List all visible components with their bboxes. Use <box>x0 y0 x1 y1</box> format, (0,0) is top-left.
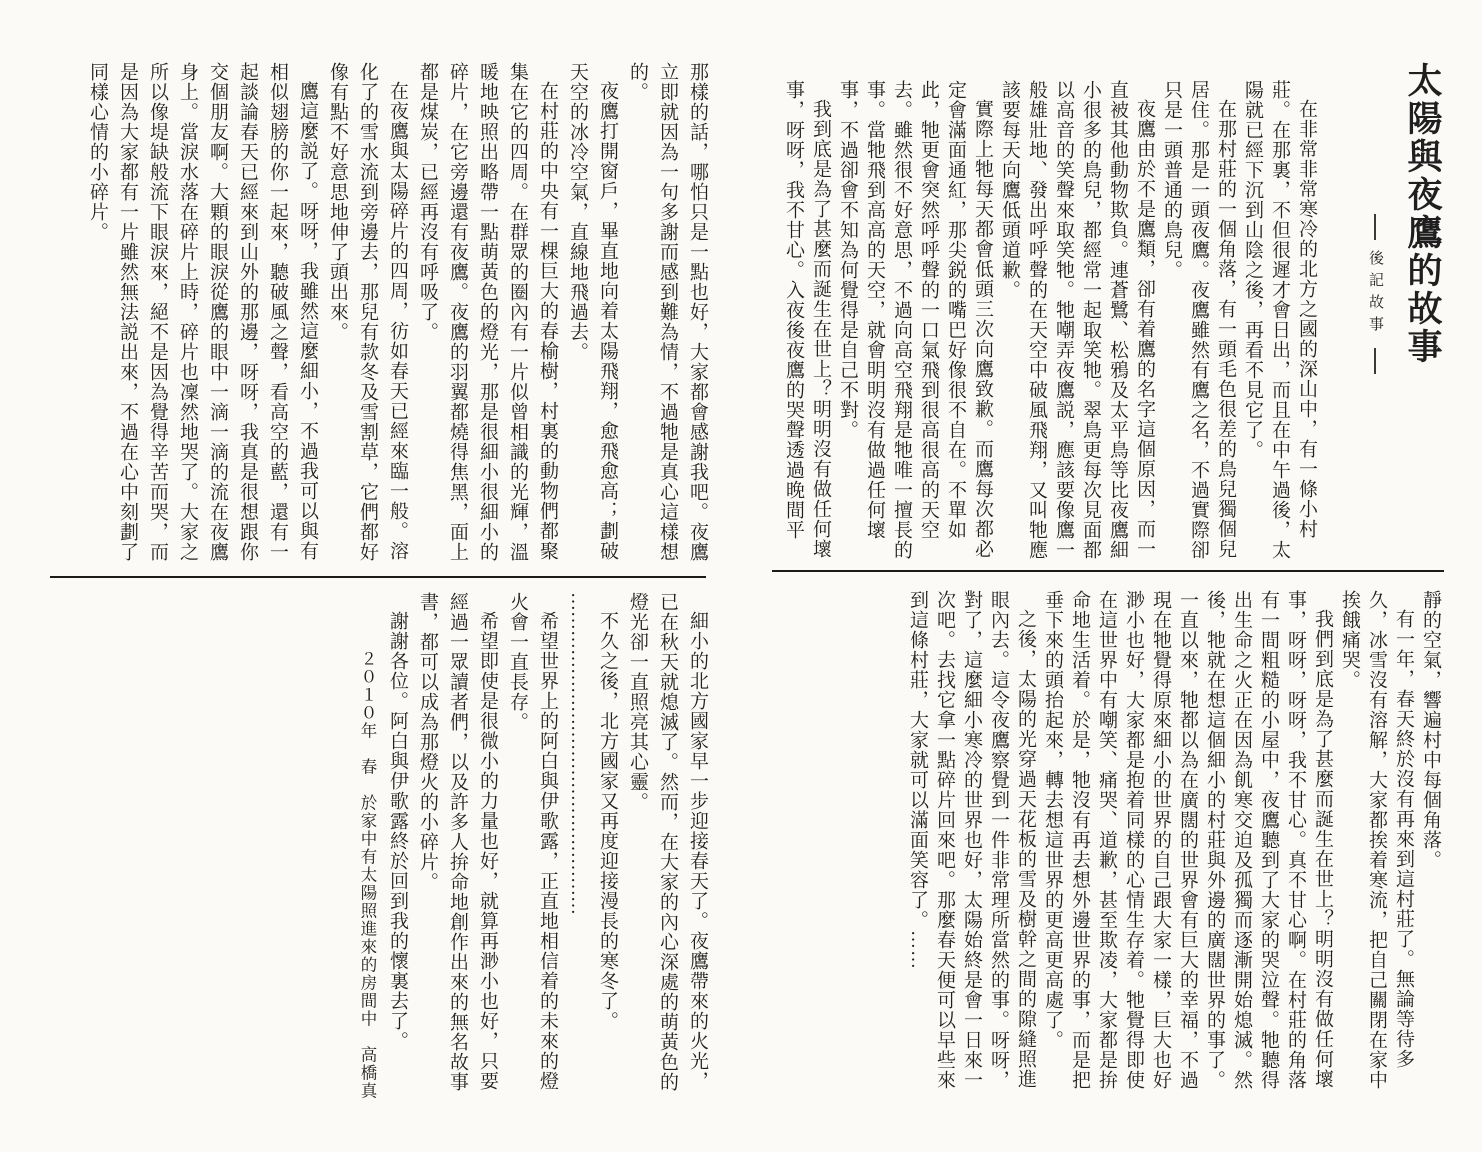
paragraph: 那樣的話，哪怕只是一點也好，大家都會感謝我吧。夜鷹立即就因為一句多謝而感到難為情，不過牠是真心這樣想的。 <box>627 62 708 562</box>
paragraph: 在村莊的中央有一棵巨大的春榆樹，村裏的動物們都聚集在它的四周。在群眾的圈內有一片似曾相識的光輝，溫暖地映照出略帶一點萌黃色的燈光，那是很細小很細小的碎片，在它旁邊還有夜鷹。夜鷹的羽翼都燒得焦黑，面上都是煤炭，已經再沒有呼吸了。 <box>417 62 558 562</box>
paragraph: 在夜鷹與太陽碎片的四周，彷如春天已經來臨一般。溶化了的雪水流到旁邊去，那兒有款冬及雪割草，它們都好像有點不好意思地伸了頭出來。 <box>327 62 408 562</box>
paragraph: 實際上牠每天都會低頭三次向鷹致歉。而鷹每次都必定會滿面通紅，那尖鋭的嘴巴好像很不自在。不單如此，牠更會突然呼呼聲的一口氣飛到很高很高的天空去。雖然很不好意思，不過向高空飛翔是牠唯一擅長的事。當牠飛到高高的天空，就會明明沒有做過任何壞事，不過卻會不知為何覺得是自己不對。 <box>837 80 993 560</box>
left-page <box>50 62 712 1118</box>
story-subtitle <box>1364 62 1386 562</box>
subtitle-dash-top <box>1374 214 1376 240</box>
paragraph: 希望即使是很微小的力量也好，就算再渺小也好，只要經過一眾讀者們，以及許多人拚命地創作出來的無名故事書，都可以成為那燈火的小碎片。 <box>417 592 498 1092</box>
right-bottom-block <box>772 590 1444 1102</box>
left-top-block <box>50 62 712 568</box>
story-subtitle-text: 後記故事 <box>1367 250 1383 338</box>
paragraph: 鷹這麼説了。呀呀，我雖然這麼細小，不過我可以與有相似翅膀的你一起來，聽破風之聲，看高空的藍，還有一起談論春天已經來到山外的那邊，呀呀，我真是很想跟你交個朋友啊。大顆的眼淚從鷹的眼中一滴一滴的流在夜鷹身上。當淚水落在碎片上時，碎片也凜然地哭了。大家之所以像堤缺般流下眼淚來，絕不是因為覺得辛苦而哭，而是因為大家都有一片雖然無法説出來，不過在心中刻劃了同樣心情的小碎片。 <box>87 62 318 562</box>
paragraph: 謝謝各位。阿白與伊歌露終於回到我的懷裏去了。 <box>387 611 408 1051</box>
story-title: 太陽與夜鷹的故事 <box>1403 62 1442 366</box>
tier-divider-rule <box>50 576 706 578</box>
paragraph: 之後，太陽的光穿過天花板的雪及樹幹之間的隙縫照進眼內去。這令夜鷹察覺到一件非常理所當然的事。呀呀，對了，這麼細小寒冷的世界也好，太陽始終是會一日來一次吧。去找它拿一點碎片回來吧。那麼春天便可以早些來到這條村莊，大家就可以滿面笑容了。…… <box>907 590 1036 1090</box>
paragraph: 在非常非常寒冷的北方之國的深山中，有一條小村莊。在那裏，不但很遲才會日出，而且在中午過後，太陽就已經下沉到山陰之後，再看不見它了。 <box>1242 80 1317 560</box>
left-bottom-block <box>50 592 712 1104</box>
paragraph: 希望世界上的阿白與伊歌露，正直地相信着的未來的燈火會一直長存。 <box>507 592 558 1091</box>
right-top-block <box>772 62 1444 562</box>
paragraph: 細小的北方國家早一步迎接春天了。夜鷹帶來的火光，已在秋天就熄滅了。然而，在大家的內心深處的萌黃色的燈光卻一直照亮其心靈。 <box>627 592 708 1092</box>
paragraph: 夜鷹由於不是鷹類，卻有着鷹的名字這個原因，而一直被其他動物欺負。連蒼鷺、松鴉及太平鳥等比夜鷹細小很多的鳥兒，都經常一起取笑牠。翠鳥更每次見面都以高音的笑聲來取笑牠。牠嘲弄夜鷹説，應該要像鷹一般雄壯地、發出呼呼聲的在天空中破風飛翔，又叫牠應該要每天向鷹低頭道歉。 <box>999 80 1155 560</box>
paragraph: 在那村莊的一個角落，有一頭毛色很差的鳥兒獨個兒居住。那是一頭夜鷹。夜鷹雖然有鷹之名，不過實際卻只是一頭普通的鳥兒。 <box>1161 80 1236 560</box>
author-signature: ２０１０年 春 於家中有太陽照進來的房間中 高橋真 <box>358 650 377 1100</box>
paragraph: 靜的空氣，響遍村中每個角落。 <box>1420 590 1441 870</box>
tier-divider-rule <box>772 570 1444 572</box>
paragraph: 我們到底是為了甚麼而誕生在世上？明明沒有做任何壞事，呀呀，呀呀，我不甘心。真不甘心啊。在村莊的角落有一間粗糙的小屋中，夜鷹聽到了大家的哭泣聲。牠聽得出生命之火正在因為飢寒交迫及孤獨而逐漸開始熄滅。然後，牠就在想這個細小的村莊與外邊的廣闊世界的事了。一直以來，牠都以為在廣闊的世界會有巨大的幸福，不過現在牠覺得原來細小的世界的自己跟大家一樣，巨大也好渺小也好，大家都是抱着同樣的心情生存着。牠覺得即使在這世界中有嘲笑、痛哭、道歉，甚至欺凌，大家都是拚命地生活着。於是，牠沒有再去想外邊世界的事，而是把垂下來的頭抬起來，轉去想這世界的更高更高處了。 <box>1042 590 1333 1090</box>
paragraph: 我到底是為了甚麼而誕生在世上？明明沒有做任何壞事，呀呀，我不甘心。入夜後夜鷹的哭聲透過晚間平 <box>783 80 831 559</box>
subtitle-dash-bottom <box>1374 348 1376 374</box>
right-page <box>772 62 1444 1118</box>
dotted-separator: …………………………………………… <box>567 592 588 915</box>
paragraph: 有一年，春天終於沒有再來到這村莊了。無論等待多久，冰雪沒有溶解，大家都挨着寒流，把自己關閉在家中挨餓痛哭。 <box>1339 590 1414 1090</box>
paragraph: 不久之後，北方國家又再度迎接漫長的寒冬了。 <box>597 611 618 1031</box>
paragraph: 夜鷹打開窗戶，畢直地向着太陽飛翔，愈飛愈高；劃破天空的冰冷空氣，直線地飛過去。 <box>567 62 618 561</box>
